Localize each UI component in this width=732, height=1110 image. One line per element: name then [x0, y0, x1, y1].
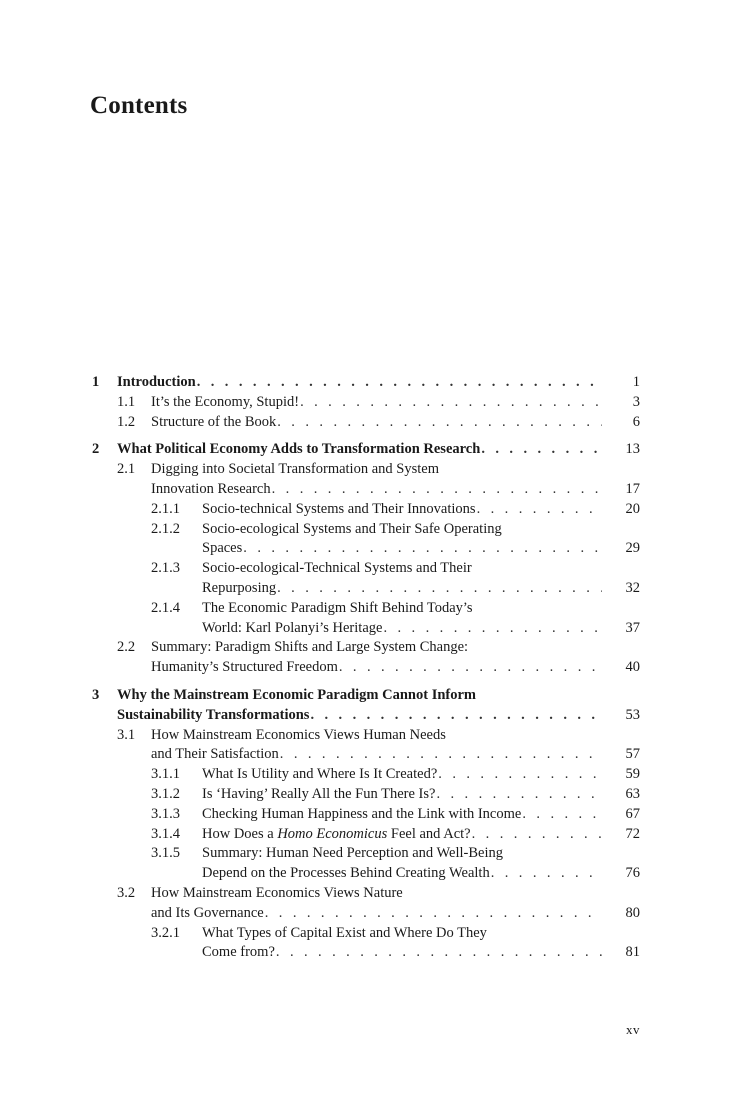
toc-entry-number: 3.1.3: [151, 805, 180, 822]
toc-entry-number: 1: [92, 374, 100, 390]
toc-entry-page: 80: [625, 904, 640, 921]
toc-entry[interactable]: [0, 883, 732, 903]
toc-entry[interactable]: [0, 784, 732, 804]
toc-entry-page: 17: [625, 481, 640, 497]
leader-dots: [383, 618, 602, 638]
toc-entry-page: 29: [625, 540, 640, 557]
toc-entry[interactable]: [0, 538, 732, 558]
leader-dots: [438, 764, 602, 784]
toc-entry-number: 3.1.4: [151, 825, 180, 842]
toc-entry-page: 40: [625, 659, 640, 676]
toc-entry-number: 2.2: [117, 639, 136, 656]
toc-entry[interactable]: [0, 598, 732, 618]
toc-entry[interactable]: [0, 372, 732, 392]
toc-entry-title: Humanity’s Structured Freedom . . .: [151, 657, 602, 677]
toc-entry-page: 13: [625, 441, 640, 458]
toc-entry[interactable]: [0, 804, 732, 824]
toc-entry-title: Repurposing . . .: [202, 578, 602, 598]
toc-entry-title: How Does a Homo Economicus Feel and Act? . . .: [202, 824, 602, 844]
toc-entry-number: 2: [92, 441, 100, 458]
toc-entry-title: and Their Satisfaction . . .: [151, 744, 602, 764]
toc-entry-number: 1.2: [117, 413, 136, 430]
leader-dots: [276, 942, 602, 962]
leader-dots: [310, 705, 602, 725]
toc-entry[interactable]: [0, 412, 732, 432]
toc-entry[interactable]: [0, 923, 732, 943]
toc-entry-title: Socio-ecological Systems and Their Safe Operating: [202, 520, 502, 537]
toc-entry-number: 3.1: [117, 726, 136, 743]
toc-entry-page: 72: [625, 825, 640, 842]
toc-entry[interactable]: [0, 863, 732, 883]
page-number: xv: [626, 1022, 640, 1037]
toc-entry-number: 2.1.4: [151, 599, 180, 616]
toc-entry-number: 1.1: [117, 393, 136, 410]
toc-entry-page: 32: [625, 580, 640, 596]
toc-entry-title: Introduction . . .: [117, 372, 602, 392]
toc-entry-title: World: Karl Polanyi’s Heritage . . .: [202, 618, 602, 638]
toc-entry-page: 37: [625, 619, 640, 636]
toc-entry-title: Checking Human Happiness and the Link with Income . . .: [202, 804, 602, 824]
toc-entry-number: 2.1.3: [151, 560, 180, 577]
toc-entry[interactable]: [0, 744, 732, 764]
toc-entry-number: 2.1.2: [151, 520, 180, 537]
toc-entry-page: 53: [625, 706, 640, 723]
leader-dots: [272, 479, 602, 499]
toc-entry-title: Sustainability Transformations . . .: [117, 705, 602, 725]
toc-entry[interactable]: [0, 558, 732, 578]
toc-entry-page: 57: [625, 746, 640, 763]
leader-dots: [277, 412, 602, 432]
toc-entry-number: 3.2.1: [151, 924, 180, 941]
toc-entry-title: What Types of Capital Exist and Where Do They: [202, 924, 487, 941]
toc-entry-page: 1: [632, 374, 640, 390]
toc-entry[interactable]: [0, 459, 732, 479]
toc-entry-number: 3.1.1: [151, 766, 180, 783]
toc-entry-page: 20: [625, 500, 640, 517]
leader-dots: [481, 439, 602, 459]
toc-entry-title: Summary: Paradigm Shifts and Large System Change:: [151, 639, 469, 656]
toc-entry-title: and Its Governance . . .: [151, 903, 602, 923]
toc-entry-page: 3: [632, 393, 640, 410]
leader-dots: [197, 372, 602, 392]
toc-entry-title: Structure of the Book . . .: [151, 412, 602, 432]
toc-entry-title: How Mainstream Economics Views Nature: [151, 885, 403, 901]
toc-entry-title: Socio-ecological-Technical Systems and Their: [202, 560, 472, 577]
toc-entry[interactable]: [0, 479, 732, 499]
leader-dots: [300, 392, 602, 412]
toc-entry[interactable]: [0, 843, 732, 863]
toc-entry-page: 6: [632, 413, 640, 430]
toc-entry[interactable]: [0, 942, 732, 962]
toc-entry[interactable]: [0, 439, 732, 459]
leader-dots: [339, 657, 602, 677]
toc-entry-title: Summary: Human Need Perception and Well-Being: [202, 845, 503, 862]
toc-entry-title: Socio-technical Systems and Their Innovations . . .: [202, 499, 602, 519]
leader-dots: [472, 824, 602, 844]
toc-entry-title: Innovation Research . . .: [151, 479, 602, 499]
toc-entry[interactable]: [0, 578, 732, 598]
toc-entry[interactable]: [0, 685, 732, 705]
toc-entry[interactable]: [0, 764, 732, 784]
toc-entry[interactable]: [0, 392, 732, 412]
toc-entry-number: 2.1.1: [151, 500, 180, 517]
toc-entry[interactable]: [0, 705, 732, 725]
leader-dots: [522, 804, 602, 824]
toc-entry-title: Depend on the Processes Behind Creating Wealth . . .: [202, 863, 602, 883]
leader-dots: [491, 863, 602, 883]
leader-dots: [477, 499, 602, 519]
toc-entry-title: It’s the Economy, Stupid! . . .: [151, 392, 602, 412]
toc-entry-number: 3.1.2: [151, 786, 180, 802]
toc-entry[interactable]: [0, 657, 732, 677]
toc-entry[interactable]: [0, 903, 732, 923]
toc-entry-title: How Mainstream Economics Views Human Needs: [151, 726, 446, 743]
toc-entry-number: 3.2: [117, 885, 136, 901]
toc-entry-page: 76: [625, 865, 640, 882]
toc-entry-title: Is ‘Having’ Really All the Fun There Is? . . .: [202, 784, 602, 804]
leader-dots: [436, 784, 602, 804]
toc-entry[interactable]: [0, 618, 732, 638]
toc-entry-page: 67: [625, 805, 640, 822]
toc-entry[interactable]: [0, 499, 732, 519]
toc-entry-title: What Is Utility and Where Is It Created? . . .: [202, 764, 602, 784]
toc-entry-page: 81: [625, 944, 640, 961]
toc-entry-page: 59: [625, 766, 640, 783]
toc-entry-title: The Economic Paradigm Shift Behind Today’s: [202, 599, 473, 616]
toc-entry-title: Why the Mainstream Economic Paradigm Cannot Inform: [117, 687, 476, 703]
leader-dots: [243, 538, 602, 558]
toc-entry-title: What Political Economy Adds to Transformation Research . . .: [117, 439, 602, 459]
toc-entry-page: 63: [625, 786, 640, 802]
toc-entry[interactable]: [0, 824, 732, 844]
toc-entry[interactable]: [0, 519, 732, 539]
toc-entry-number: 2.1: [117, 461, 136, 478]
leader-dots: [277, 578, 602, 598]
toc-entry-title: Digging into Societal Transformation and System: [151, 461, 439, 478]
toc-entry-number: 3: [92, 687, 100, 703]
toc-entry-title: Come from? . . .: [202, 942, 602, 962]
toc-entry[interactable]: [0, 637, 732, 657]
toc-entry-number: 3.1.5: [151, 845, 180, 862]
leader-dots: [280, 744, 602, 764]
leader-dots: [265, 903, 602, 923]
page-title: Contents: [90, 92, 188, 119]
toc-entry-title: Spaces . . .: [202, 538, 602, 558]
toc-entry[interactable]: [0, 725, 732, 745]
